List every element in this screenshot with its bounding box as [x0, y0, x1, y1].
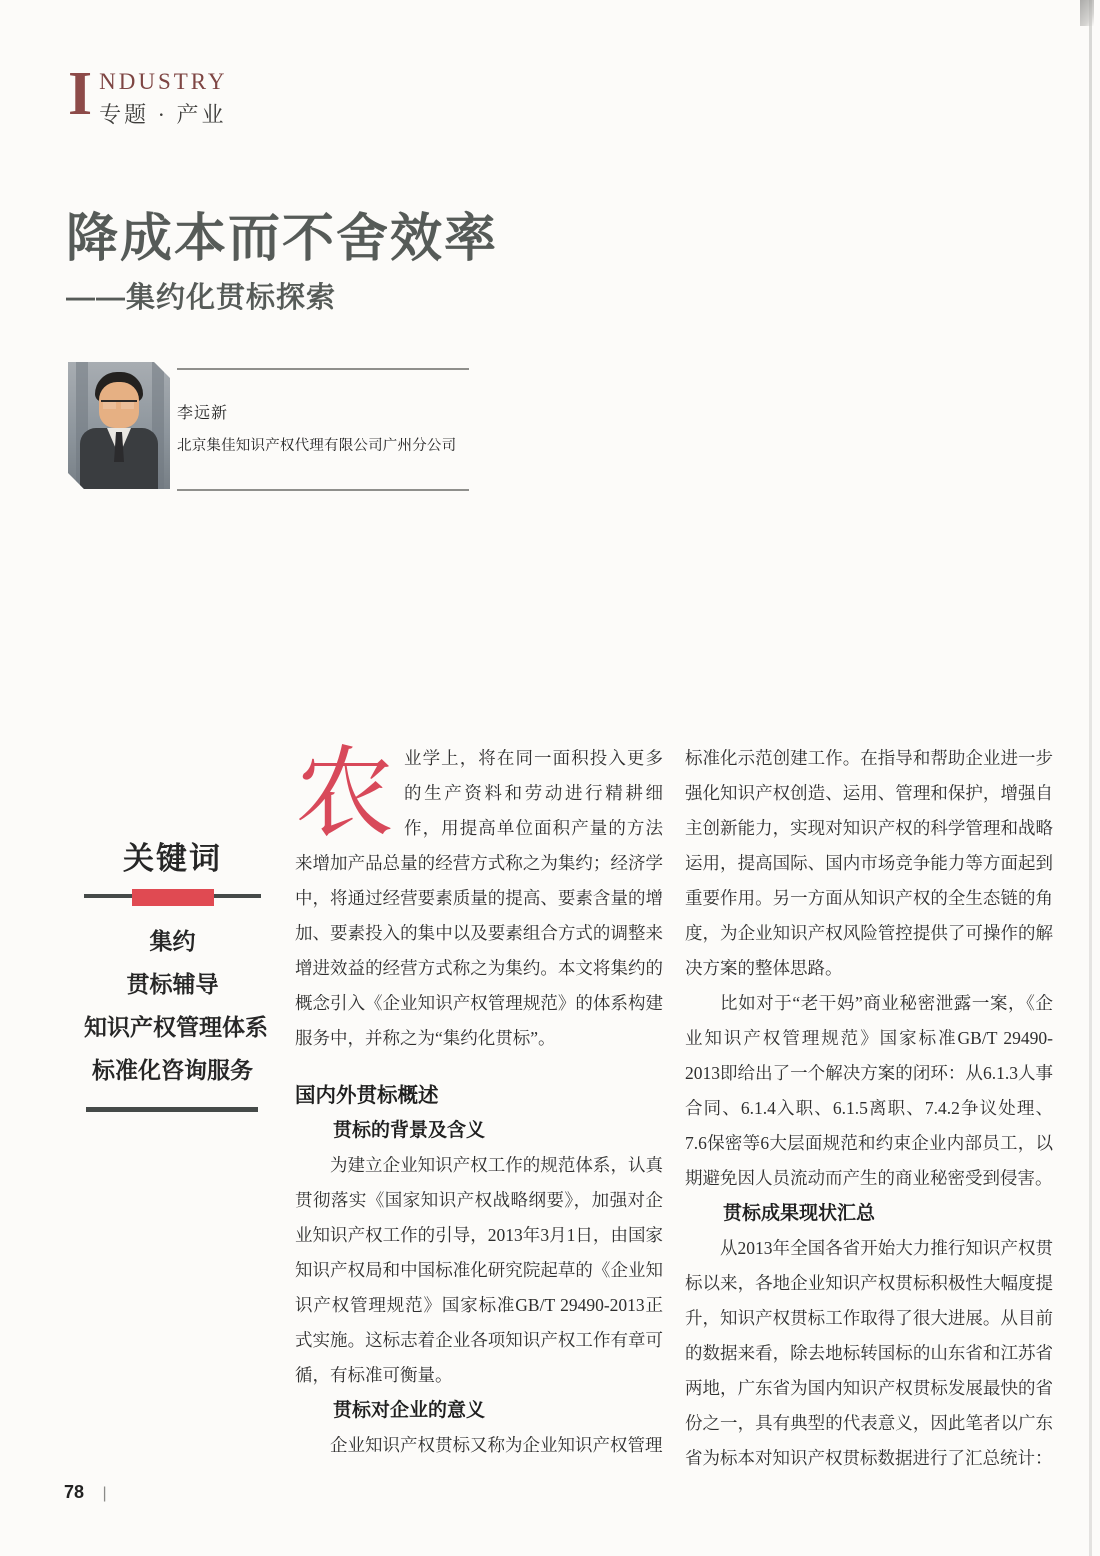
subsection-heading: 贯标成果现状汇总	[723, 1203, 876, 1224]
section-name: 专题 · 产业	[99, 102, 227, 127]
author-info	[177, 368, 469, 491]
page-number: 78	[64, 1482, 85, 1502]
magazine-name: NDUSTRY	[99, 69, 228, 94]
drop-cap: 农	[295, 740, 394, 849]
body-paragraph: 标准化示范创建工作。在指导和帮助企业进一步强化知识产权创造、运用、管理和保护，增强自主创新能力，实现对知识产权的科学管理和战略运用，提高国际、国内市场竞争能力等方面起到重要作用。另一方面从知识产权的全生态链的角度，为企业知识产权风险管控提供了可操作的解决方案的整体思路。	[685, 748, 1053, 978]
keywords-box	[84, 833, 268, 1112]
header-initial: I	[68, 60, 93, 128]
keyword-item: 集约	[149, 929, 196, 954]
subsection-heading: 贯标的背景及含义	[333, 1120, 486, 1141]
keywords-divider	[84, 886, 261, 908]
subsection-heading: 贯标对企业的意义	[333, 1400, 486, 1421]
keywords-bottom-rule	[86, 1107, 258, 1112]
keyword-item: 标准化咨询服务	[92, 1058, 253, 1083]
keywords-title: 关键词	[123, 841, 222, 876]
article-title-block	[66, 212, 498, 316]
article-title: 降成本而不舍效率	[66, 210, 499, 268]
keyword-item: 贯标辅导	[126, 972, 219, 997]
body-paragraph: 企业知识产权贯标又称为企业知识产权管理	[330, 1435, 663, 1455]
body-paragraph: 比如对于“老干妈”商业秘密泄露一案，《企业知识产权管理规范》国家标准GB/T 29490-2013即给出了一个解决方案的闭环：从6.1.3人事合同、6.1.4入职、6.1.5离职、7.4.2争议处理、7.6保密等6大层面规范和约束企业内部员工，以期避免因人员流动而产生的商业秘密受到侵害。	[685, 993, 1053, 1188]
author-glasses	[101, 400, 137, 409]
article-subtitle: ——集约化贯标探索	[66, 281, 337, 314]
author-affiliation: 北京集佳知识产权代理有限公司广州分公司	[177, 438, 457, 454]
keyword-item: 知识产权管理体系	[84, 1015, 268, 1040]
scan-edge-artifact	[1089, 0, 1092, 1556]
body-paragraph: 为建立企业知识产权工作的规范体系，认真贯彻落实《国家知识产权战略纲要》，加强对企业知识产权工作的引导，2013年3月1日，由国家知识产权局和中国标准化研究院起草的《企业知识产权管理规范》国家标准GB/T 29490-2013正式实施。这标志着企业各项知识产权工作有章可循，有标准可衡量。	[295, 1155, 663, 1385]
text-column-right	[685, 741, 1053, 1476]
intro-paragraph	[295, 741, 663, 1056]
scan-corner-artifact	[1080, 0, 1094, 26]
text-column-left	[295, 741, 663, 1463]
body-paragraph: 从2013年全国各省开始大力推行知识产权贯标以来，各地企业知识产权贯标积极性大幅度提升，知识产权贯标工作取得了很大进展。从目前的数据来看，除去地标转国标的山东省和江苏省两地，广东省为国内知识产权贯标发展最快的省份之一，具有典型的代表意义，因此笔者以广东省为标本对知识产权贯标数据进行了汇总统计：	[685, 1238, 1053, 1468]
intro-text: 业学上，将在同一面积投入更多的生产资料和劳动进行精耕细作，用提高单位面积产量的方法来增加产品总量的经营方式称之为集约；经济学中，将通过经营要素质量的提高、要素含量的增加、要素投入的集中以及要素组合方式的调整来增进效益的经营方式称之为集约。本文将集约的概念引入《企业知识产权管理规范》的体系构建服务中，并称之为“集约化贯标”。	[295, 748, 663, 1048]
footer-separator: |	[102, 1485, 107, 1502]
page-footer	[64, 1482, 107, 1503]
author-photo	[68, 362, 170, 489]
section-heading: 国内外贯标概述	[295, 1084, 439, 1107]
keywords-list	[84, 920, 268, 1092]
divider-red-accent	[132, 889, 214, 906]
section-header	[68, 60, 228, 129]
author-name: 李远新	[177, 405, 229, 422]
